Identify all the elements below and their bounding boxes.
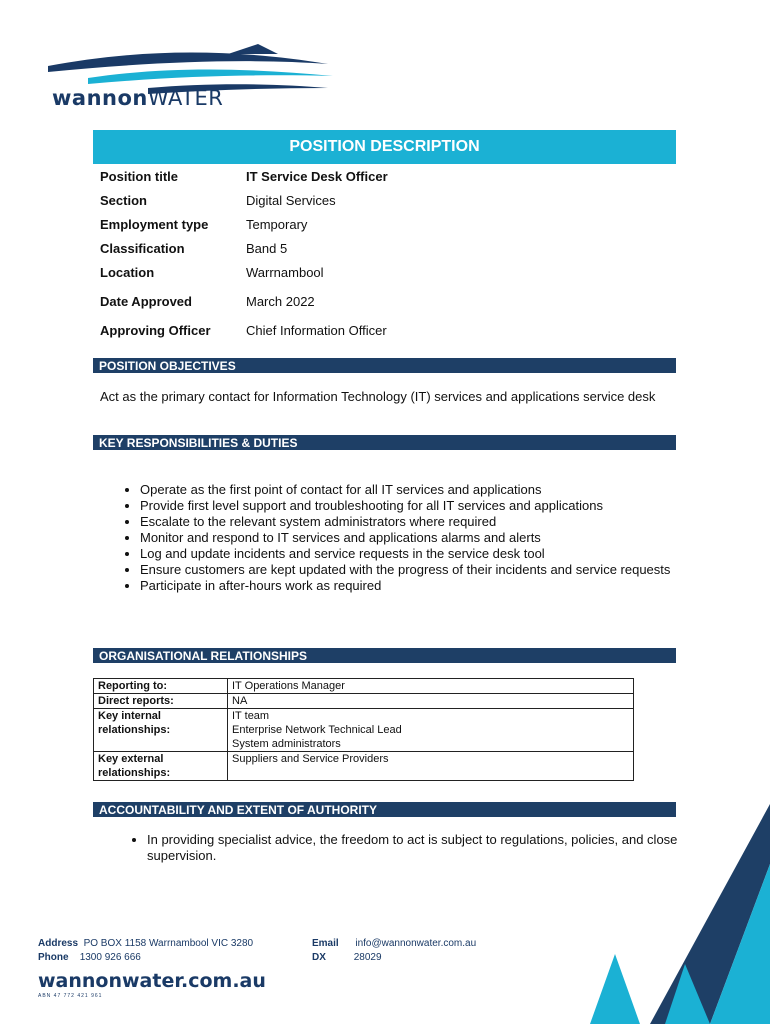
- list-item: • Provide first level support and troubleshooting for all IT services and applications: [140, 498, 720, 514]
- footer-address: Address PO BOX 1158 Warrnambool VIC 3280: [38, 938, 254, 949]
- table-row: [94, 709, 634, 752]
- page-title: POSITION DESCRIPTION: [93, 130, 676, 164]
- responsibilities-heading: KEY RESPONSIBILITIES & DUTIES: [93, 435, 676, 450]
- section-value: Digital Services: [246, 193, 336, 208]
- approving-officer-label: Approving Officer: [100, 323, 211, 338]
- location-label: Location: [100, 265, 155, 280]
- table-row: [94, 679, 634, 694]
- table-cell-label: Key external relationships:: [94, 752, 228, 781]
- relationships-heading: ORGANISATIONAL RELATIONSHIPS: [93, 648, 676, 663]
- employment-type-label: Employment type: [100, 217, 209, 232]
- footer-abn: ABN 47 772 421 961: [38, 993, 103, 999]
- brand-wordmark: wannonWATER: [52, 86, 224, 110]
- table-cell-value: NA: [228, 694, 634, 709]
- table-cell-value: IT Operations Manager: [228, 679, 634, 694]
- list-item: • Participate in after-hours work as required: [140, 578, 720, 594]
- location-value: Warrnambool: [246, 265, 324, 280]
- list-item: • Ensure customers are kept updated with the progress of their incidents and service requests: [140, 562, 720, 578]
- table-row: [94, 752, 634, 781]
- date-approved-value: March 2022: [246, 294, 315, 309]
- table-row: [94, 694, 634, 709]
- footer-dx: DX 28029: [312, 952, 382, 963]
- table-cell-label: Reporting to:: [94, 679, 228, 694]
- date-approved-label: Date Approved: [100, 294, 192, 309]
- decorative-triangles: [590, 804, 770, 1024]
- position-title-value: IT Service Desk Officer: [246, 169, 388, 184]
- footer-email: Email info@wannonwater.com.au: [312, 938, 477, 949]
- classification-label: Classification: [100, 241, 185, 256]
- approving-officer-value: Chief Information Officer: [246, 323, 387, 338]
- list-item: • Escalate to the relevant system administrators where required: [140, 514, 720, 530]
- objectives-text: Act as the primary contact for Information Technology (IT) services and applications service desk: [100, 389, 656, 404]
- accountability-heading: ACCOUNTABILITY AND EXTENT OF AUTHORITY: [93, 802, 676, 817]
- footer-phone: Phone 1300 926 666: [38, 952, 141, 963]
- table-cell-label: Direct reports:: [94, 694, 228, 709]
- objectives-heading: POSITION OBJECTIVES: [93, 358, 676, 373]
- list-item: • Operate as the first point of contact for all IT services and applications: [140, 482, 720, 498]
- employment-type-value: Temporary: [246, 217, 308, 232]
- responsibilities-list: [100, 482, 720, 594]
- list-item: • In providing specialist advice, the freedom to act is subject to regulations, policies, and close supervision.: [147, 832, 722, 864]
- footer-website: wannonwater.com.au: [38, 970, 266, 992]
- relationships-table: [93, 678, 634, 781]
- table-cell-value: Suppliers and Service Providers: [228, 752, 634, 781]
- table-cell-label: Key internal relationships:: [94, 709, 228, 752]
- list-item: • Log and update incidents and service requests in the service desk tool: [140, 546, 720, 562]
- classification-value: Band 5: [246, 241, 288, 256]
- section-label: Section: [100, 193, 147, 208]
- list-item: • Monitor and respond to IT services and applications alarms and alerts: [140, 530, 720, 546]
- position-title-label: Position title: [100, 169, 178, 184]
- table-cell-value: IT team Enterprise Network Technical Lead System administrators: [228, 709, 634, 752]
